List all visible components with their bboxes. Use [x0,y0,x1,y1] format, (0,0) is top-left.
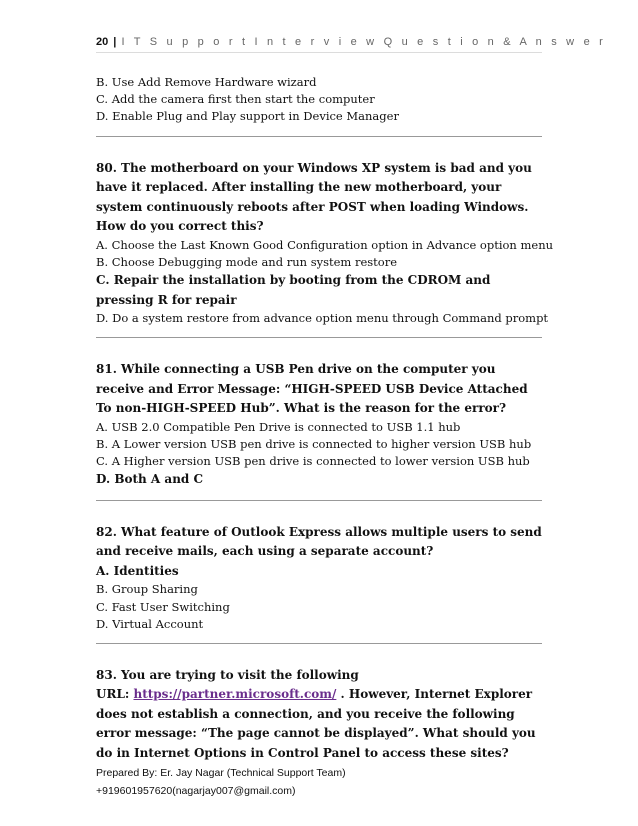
question-text-end: . However, Internet Explorer does not establish a connection, and you receive the following error message: “The page cannot be displayed”. What should you do in Internet Options in Control Panel to access these sites? [96,687,536,760]
footer-author: Prepared By: Er. Jay Nagar (Technical Support Team) [96,767,346,779]
partner-url-link[interactable]: https://partner.microsoft.com/ [133,687,337,702]
option-d: D. Virtual Account [96,616,204,631]
option-a: A. USB 2.0 Compatible Pen Drive is connected to USB 1.1 hub [96,419,461,434]
question-text: 81. While connecting a USB Pen drive on the computer you receive and Error Message: “HIGH-SPEED USB Device Attached To non-HIGH-SPEED Hub”. What is the reason for the error? [96,362,528,416]
question-83 [96,666,546,764]
header-title: I T S u p p o r t I n t e r v i e w Q u e s t i o n & A n s w e r [121,36,606,48]
section-divider [96,500,542,501]
header-separator: | [110,36,120,48]
question-text-start: 83. You are trying to visit the following [96,667,359,682]
question-80 [96,159,554,339]
correct-answer: A. Identities [96,563,179,578]
question-text [96,666,546,764]
correct-answer: C. Repair the installation by booting from the CDROM and pressing R for repair [96,273,491,307]
option-a: A. Choose the Last Known Good Configuration option in Advance option menu [96,237,554,252]
page-header [96,36,606,48]
option-b: B. Choose Debugging mode and run system restore [96,254,398,269]
section-divider [96,337,542,338]
section-divider [96,643,542,644]
page-number: 20 [96,36,109,48]
header-divider [96,52,542,53]
question-text: 82. What feature of Outlook Express allows multiple users to send and receive mails, each using a separate account? [96,524,542,559]
option-c: C. Fast User Switching [96,599,230,614]
option-d: D. Do a system restore from advance option menu through Command prompt [96,311,549,326]
url-label: URL: [96,687,134,702]
option-d: D. Enable Plug and Play support in Device Manager [96,109,399,124]
footer-contact: +919601957620(nagarjay007@gmail.com) [96,785,296,797]
question-81 [96,360,546,501]
question-text: 80. The motherboard on your Windows XP system is bad and you have it replaced. After installing the new motherboard, your system continuously reboots after POST when loading Windows. How do you correct this? [96,160,532,234]
option-b: B. A Lower version USB pen drive is connected to higher version USB hub [96,436,532,451]
section-divider [96,136,542,137]
option-c: C. A Higher version USB pen drive is connected to lower version USB hub [96,454,530,469]
option-b: B. Group Sharing [96,582,198,597]
page-content [96,74,554,763]
previous-question-options [96,74,546,137]
option-c: C. Add the camera first then start the computer [96,92,375,107]
option-b: B. Use Add Remove Hardware wizard [96,75,317,89]
correct-answer: D. Both A and C [96,472,204,487]
page-footer [96,764,542,800]
question-82 [96,523,546,644]
